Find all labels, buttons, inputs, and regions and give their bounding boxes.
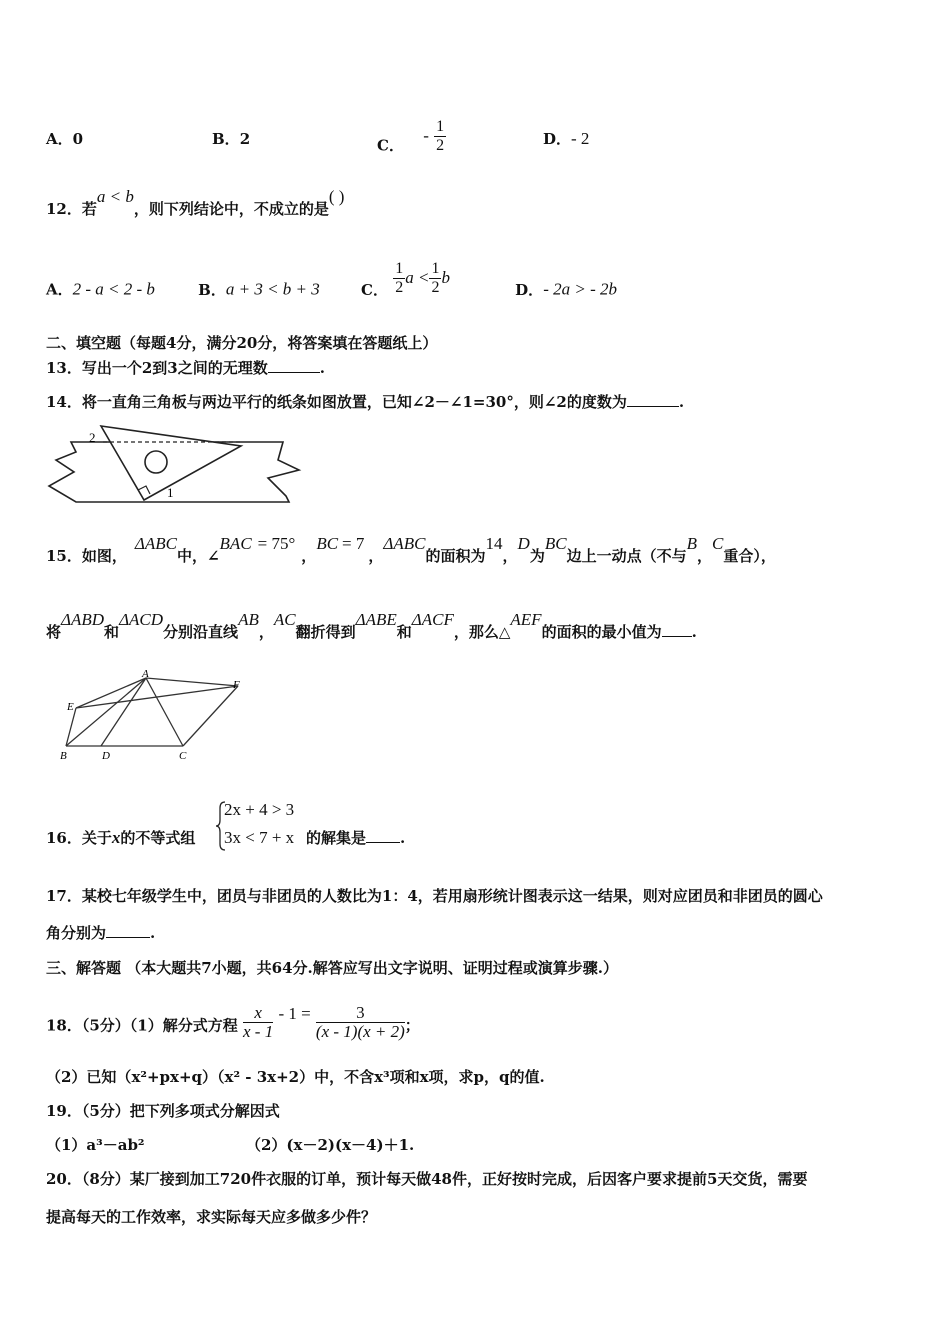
q11-option-d: D．- 2 (543, 129, 590, 148)
q11-option-c: C． - $\frac{1}{2}$ (377, 118, 445, 155)
q12-stem: 12．若a < b，则下列结论中，不成立的是( ) (46, 187, 345, 218)
q11-option-a: A．0 (46, 130, 84, 148)
q14: 14．将一直角三角板与两边平行的纸条如图放置，已知∠2－∠1=30°，则∠2的度数为 . (46, 393, 685, 411)
point-c-label: C (179, 750, 187, 762)
q19-part-1: （1）a³－ab² (46, 1136, 145, 1154)
q18-part-1: 18．（5分）（1）解分式方程 $\frac{x}{x - 1}$ - 1 = $\frac{3}{(x - 1)(x + 2)}$ ； (46, 1003, 420, 1041)
q14-figure (46, 420, 306, 512)
q18-part-2: （2）已知（x²+px+q）（x² - 3x+2）中，不含x³项和x项，求p，q的值. (46, 1068, 545, 1086)
q15-figure (56, 666, 256, 766)
q16-tail: 的解集是 . (306, 829, 406, 847)
q20-line-1: 20．（8分）某厂接到加工720件衣服的订单，预计每天做48件，正好按时完成，后因客户要求提前5天交货，需要 (46, 1170, 808, 1188)
point-b-label: B (60, 750, 67, 762)
point-e-label: E (67, 701, 74, 713)
q11-option-b: B．2 (212, 130, 251, 148)
q19-title: 19．（5分）把下列多项式分解因式 (46, 1102, 280, 1120)
q20-line-2: 提高每天的工作效率，求实际每天应多做多少件？ (46, 1208, 377, 1226)
angle-2-label: 2 (89, 430, 96, 445)
q16-ineq-2: 3x < 7 + x (224, 828, 295, 847)
section-2-heading: 二、填空题（每题4分，满分20分，将答案填在答题纸上） (46, 334, 438, 352)
q17-line-2: 角分别为 . (46, 924, 156, 942)
q19-part-2: （2）(x－2)(x－4)＋1. (246, 1136, 415, 1154)
q12-options: A．2 - a < 2 - b B．a + 3 < b + 3 C． $\frac{1}{2}$ a < $\frac{1}{2}$ b D．- 2a > - 2b (46, 260, 617, 299)
q17-line-1: 17．某校七年级学生中，团员与非团员的人数比为1：4，若用扇形统计图表示这一结果，则对应团员和非团员的圆心 (46, 887, 823, 905)
point-d-label: D (102, 750, 110, 762)
q15-line-1: 15．如图，ΔABC中，∠BAC = 75°，BC = 7，ΔABC的面积为14，D为BC边上一动点（不与B，C重合）， (46, 534, 776, 565)
section-3-heading: 三、解答题 （本大题共7小题，共64分.解答应写出文字说明、证明过程或演算步骤.） (46, 959, 618, 977)
point-a-label: A (142, 668, 149, 680)
q15-line-2: 将ΔABD和ΔACD分别沿直线AB，AC翻折得到ΔABE和ΔACF，那么△AEF的面积的最小值为 . (46, 610, 697, 641)
angle-1-label: 1 (167, 485, 174, 500)
point-f-label: F (233, 679, 240, 691)
q13: 13．写出一个2到3之间的无理数 . (46, 359, 325, 377)
q16-ineq-1: 2x + 4 > 3 (224, 800, 295, 819)
q16: 16．关于x的不等式组 (46, 828, 196, 847)
